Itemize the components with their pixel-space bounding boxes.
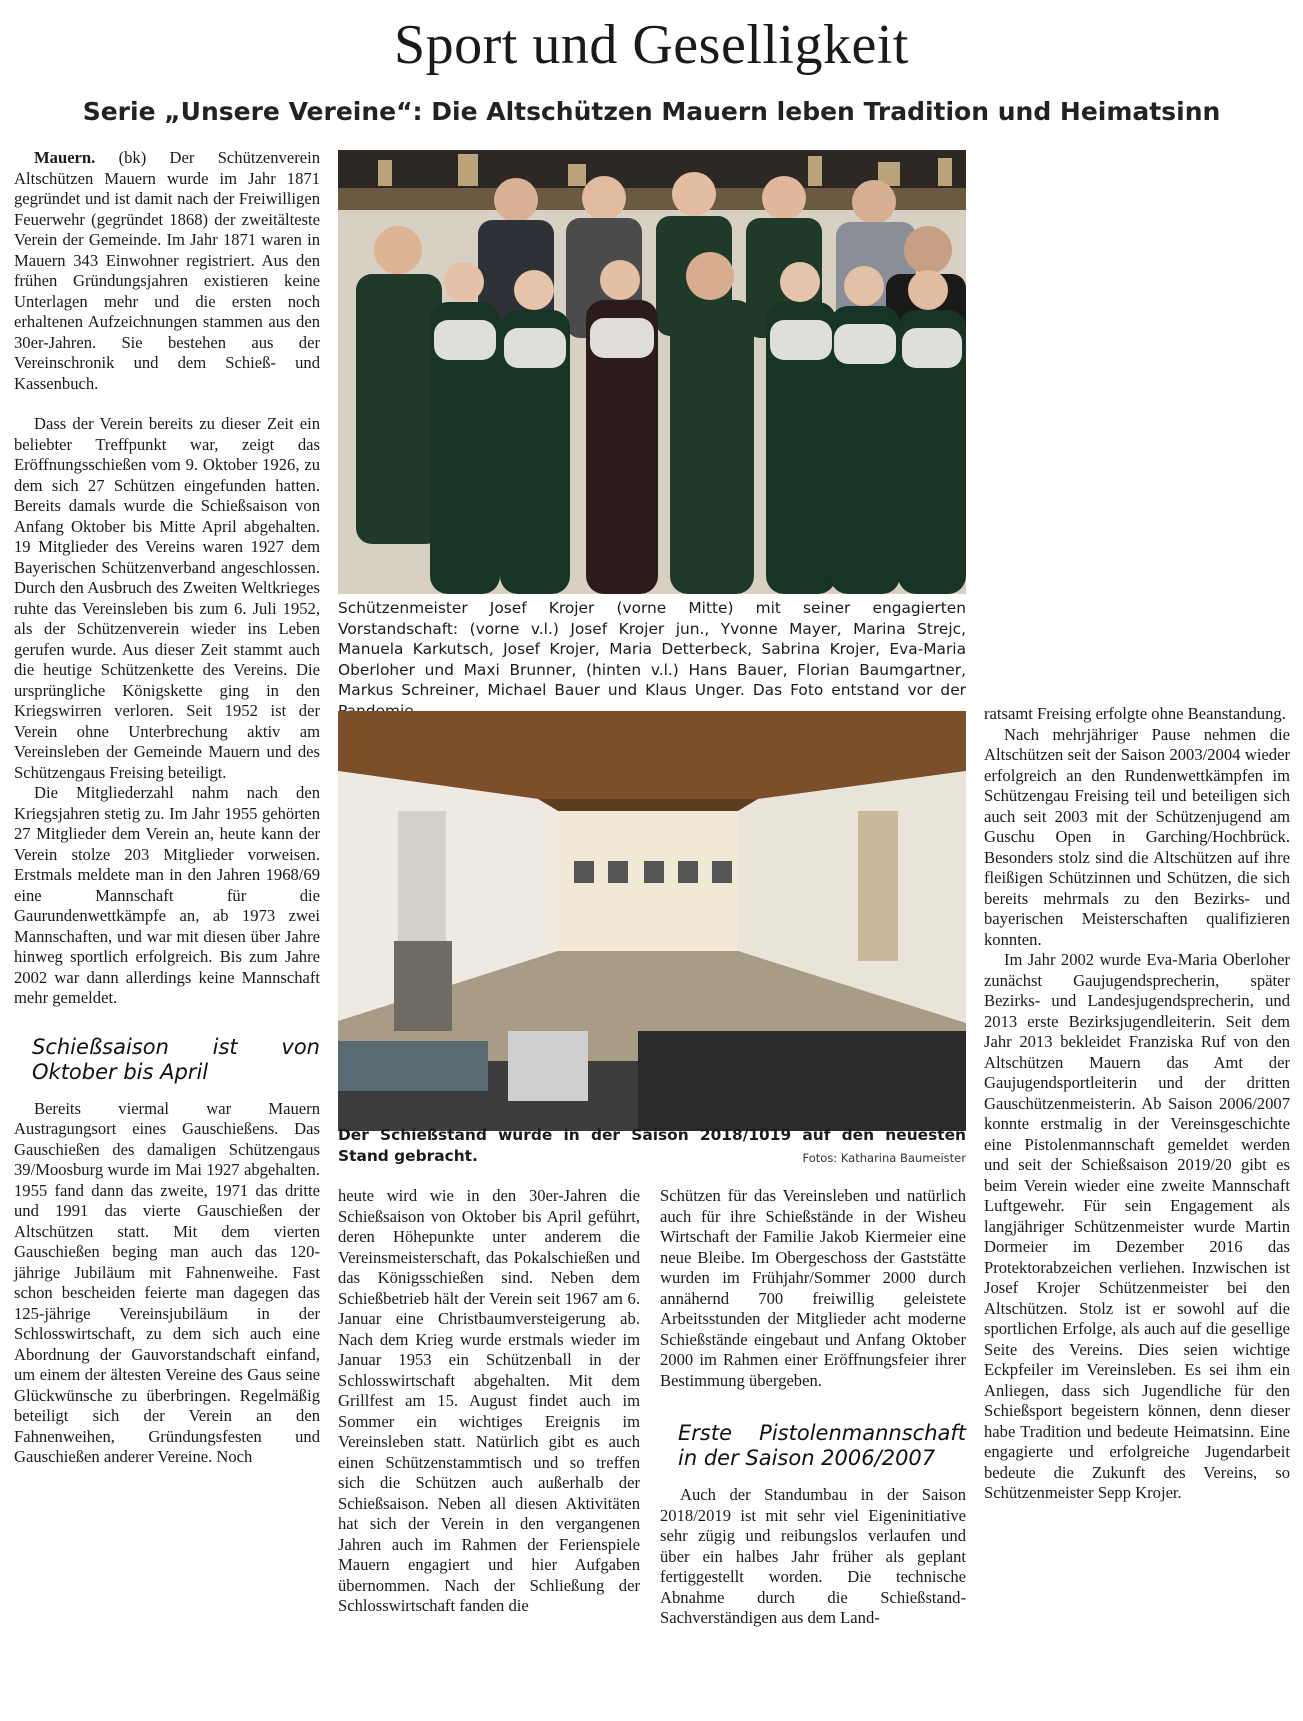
paragraph: Bereits viermal war Mauern Austragungsort eines Gauschießens. Das Gauschießen des damaligen Schützengaus 39/Moosburg wurde im Mai 1927 abgehalten. 1955 fand dann das zweite, 1971 das dritte und 1991 das vierte Gauschießen der Altschützen statt. Mit dem vierten Gauschießen beging man auch das 120-jährige Jubiläum mit Fahnenweihe. Fast schon bescheiden feierte man dagegen das 125-jährige Vereinsjubiläum in der Schlosswirtschaft, zu dem sich auch eine Abordnung der Gauvorstandschaft einfand, um einem der ältesten Vereine des Gaus seine Glückwünsche zu überbringen. Regelmäßig beteiligt sich der Verein an den Fahnenweihen, Gründungsfesten und Gauschießen anderer Vereine. Noch [14, 1098, 320, 1466]
column-4 [984, 704, 1290, 1504]
photo-caption-1: Schützenmeister Josef Krojer (vorne Mitte) mit seiner engagierten Vorstandschaft: (vorne v.l.) Josef Krojer jun., Yvonne Mayer, Marina Strejc, Manuela Karkutsch, Josef Krojer, Maria Detterbeck, Sabrina Krojer, Eva-Maria Oberloher und Maxi Brunner, (hinten v.l.) Hans Bauer, Florian Baumgartner, Markus Schreiner, Michael Bauer und Klaus Unger. Das Foto entstand vor der [338, 599, 966, 699]
paragraph: Dass der Verein bereits zu dieser Zeit ein beliebter Treffpunkt war, zeigt das Eröffnungsschießen vom 9. Oktober 1926, zu dem sich 27 Schützen eingefunden hatten. Bereits damals wurde die Schießsaison von Anfang Oktober bis Mitte April abgehalten. 19 Mitglieder des Vereins waren 1927 dem Bayerischen Schützenverband angeschlossen. Durch den Ausbruch des Zweiten Weltkrieges ruhte das Vereinsleben bis zum 6. Juli 1952, als der Schützenverein wieder ins Leben gerufen wurde. Aus dieser Zeit stammt auch die heutige Schützenkette des Vereins. Die ursprüngliche Königskette ging in den Kriegswirren verloren. Seit 1952 ist der Verein ohne Unterbrechung aktiv am Vereinsleben der Gemeinde Mauern und des Schützengaus Freising beteiligt. [14, 414, 320, 782]
paragraph: Schützen für das Vereinsleben und natürlich auch für ihre Schießstände in der Wisheu Wirtschaft der Familie Jakob Kiermeier eine neue Bleibe. Im Obergeschoss der Gaststätte wurden im Frühjahr/Sommer 2000 durch annähernd 700 freiwillig geleistete Arbeitsstunden der Mitglieder acht moderne Schießstände eingebaut und Anfang Oktober 2000 im Rahmen einer Eröffnungsfeier ihrer Bestimmung übergeben. [660, 1186, 966, 1390]
subheadline: Serie „Unsere Vereine“: Die Altschützen Mauern leben Tradition und Heimatsinn [82, 97, 1221, 126]
headline: Sport und Geselligkeit [394, 14, 909, 76]
subheading: Schießsaison ist von Oktober bis April [32, 1034, 320, 1084]
shooting-range-photo [338, 711, 966, 1131]
photo-credit: Fotos: Katharina Baumeister [802, 1151, 966, 1165]
column-1 [14, 148, 320, 1468]
subheading: Erste Pistolenmannschaft in der Saison 2006/2007 [678, 1421, 966, 1470]
dateline: Mauern. [34, 148, 96, 167]
column-2 [338, 1186, 640, 1617]
group-photo [338, 150, 966, 594]
paragraph: Mauern. (bk) Der Schützenverein Altschützen Mauern wurde im Jahr 1871 gegründet und ist damit nach der Freiwilligen Feuerwehr (gegründet 1868) der zweitälteste Verein der Gemeinde. Im Jahr 1871 waren in Mauern 343 Einwohner registriert. Aus den frühen Gründungsjahren existieren keine Unterlagen mehr und die ersten noch erhaltenen Aufzeichnungen stammen aus den 30er-Jahren. Sie bestehen aus der Vereinschronik und dem Schieß- und Kassenbuch. [14, 148, 320, 393]
photo-caption-2: Der Schießstand wurde in der Saison 2018/1019 auf den neuesten Stand gebracht. [338, 1126, 966, 1165]
paragraph: Nach mehrjähriger Pause nehmen die Altschützen seit der Saison 2003/2004 wieder erfolgreich an den Rundenwettkämpfen im Schützengau Freising teil und beteiligen sich auch seit 2003 mit der Schützenjugend am Guschu Open in Garching/Hochbrück. Besonders stolz sind die Altschützen auf ihre fleißigen Schützinnen und Schützen, die sich bereits mehrmals zu den Bezirks- und bayerischen Meisterschaften qualifizieren konnten. [984, 724, 1290, 949]
paragraph: heute wird wie in den 30er-Jahren die Schießsaison von Oktober bis April geführt, deren Höhepunkte unter anderem die Vereinsmeisterschaft, das Pokalschießen und das Königsschießen sind. Neben dem Schießbetrieb hält der Verein seit 1967 am 6. Januar eine Christbaumversteigerung ab. Nach dem Krieg wurde erstmals wieder im Januar 1953 ein Schützenball in der Schlosswirtschaft abgehalten. Mit dem Grillfest am 15. August findet auch im Sommer ein wichtiges Ereignis im Vereinsleben statt. Natürlich gibt es auch einen Schützenstammtisch und so treffen sich die Schützen auch außerhalb der Schießsaison. Neben all diesen Aktivitäten hat sich der Verein in den vergangenen Jahren auch im Rahmen der Ferienspiele Mauern engagiert und hier Aufgaben übernommen. Nach der Schließung der Schlosswirtschaft fanden die [338, 1186, 640, 1615]
paragraph: Auch der Standumbau in der Saison 2018/2019 ist mit sehr viel Eigeninitiative sehr zügig und reibungslos verlaufen und über ein halbes Jahr früher als geplant fertiggestellt worden. Die technische Abnahme durch die Schießstand-Sachverständigen aus dem Land- [660, 1485, 966, 1627]
column-3 [660, 1186, 966, 1629]
paragraph: ratsamt Freising erfolgte ohne Beanstandung. [984, 704, 1286, 723]
paragraph: Im Jahr 2002 wurde Eva-Maria Oberloher zunächst Gaujugendsprecherin, später Bezirks- und Landesjugendsprecherin, und 2013 erste Bezirksjugendleiterin. Seit dem Jahr 2013 bekleidet Franziska Ruf von den Altschützen Mauern das Amt der Gaujugendsportleiterin und der dritten Gauschützenmeisterin. Ab Saison 2006/2007 konnte erstmalig in der Vereinsgeschichte eine Pistolenmannschaft gemeldet werden und seit der Schießsaison 2019/20 gibt es beim Verein wieder eine zweite Mannschaft Luftgewehr. Für sein Engagement als langjähriger Schützenmeister wurde Martin Dormeier im Dezember 2016 das Protektorabzeichen verliehen. Inzwischen ist Josef Krojer Schützenmeister bei den Altschützen. Stolz ist er sowohl auf die sportlichen Erfolge, als auch auf die gesellige Seite des Vereins. Dies seien wichtige Eckpfeiler im Vereinsleben. Es sei ihm ein Anliegen, dass sich Jugendliche für den Schießsport begeistern können, denn dieser habe Tradition und bedeute Heimatsinn. Eine engagierte und erfolgreiche Jugendarbeit bedeute die Zukunft des Vereins, so Schützenmeister Sepp Krojer. [984, 950, 1290, 1502]
paragraph: Die Mitgliederzahl nahm nach den Kriegsjahren stetig zu. Im Jahr 1955 gehörten 27 Mitglieder dem Verein an, heute kann der Verein stolze 203 Mitglieder vorweisen. Erstmals meldete man in den Jahren 1968/69 eine Mannschaft für die Gaurundenwettkämpfe an, ab 1973 zwei Mannschaften, und war mit diesen über Jahre hinweg sportlich erfolgreich. Bis zum Jahre 2002 war dann allerdings keine Mannschaft mehr gemeldet. [14, 783, 320, 1007]
